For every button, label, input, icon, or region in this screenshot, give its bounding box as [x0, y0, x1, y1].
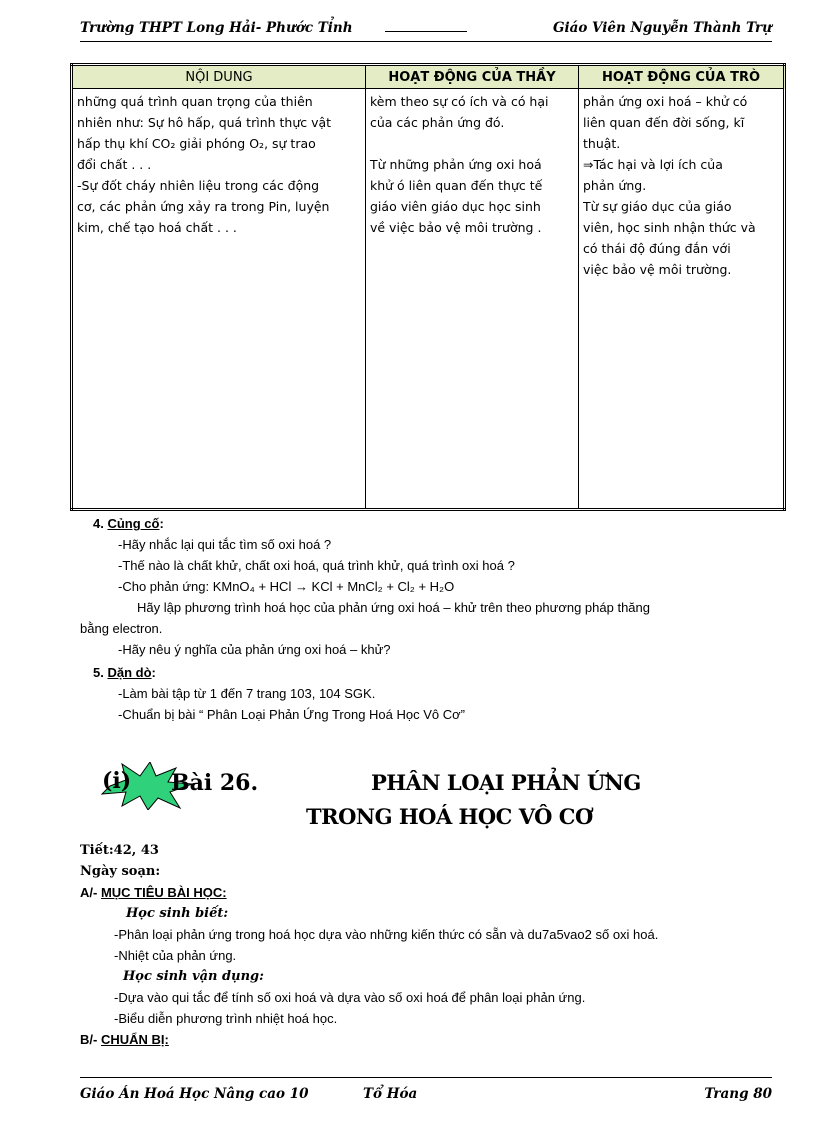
- hs-biet-label: Học sinh biết:: [126, 906, 229, 921]
- objective-item: -Dựa vào qui tắc để tính số oxi hoá và dựa vào số oxi hoá để phân loại phản ứng.: [114, 990, 586, 1005]
- teacher-name: Giáo Viên Nguyễn Thành Trự: [552, 20, 772, 36]
- ngay-soan-label: Ngày soạn:: [80, 864, 161, 879]
- section-a-heading: A/- MỤC TIÊU BÀI HỌC:: [80, 885, 227, 900]
- student-line: việc bảo vệ môi trường.: [583, 262, 732, 277]
- cung-co-heading: 4. Củng cố:: [93, 516, 164, 531]
- content-line: hấp thụ khí CO₂ giải phóng O₂, sự trao: [77, 136, 316, 151]
- dan-do-item: -Chuẩn bị bài “ Phân Loại Phản Ứng Trong Hoá Học Vô Cơ”: [118, 707, 465, 722]
- objective-item: -Nhiệt của phản ứng.: [114, 948, 237, 963]
- cung-co-paragraph: Hãy lập phương trình hoá học của phản ứng oxi hoá – khử trên theo phương pháp thăng: [137, 600, 650, 615]
- footer-page-number: Trang 80: [704, 1086, 772, 1102]
- col-header-teacher: HOẠT ĐỘNG CỦA THẦY: [366, 65, 579, 89]
- student-line: viên, học sinh nhận thức và: [583, 220, 756, 235]
- reaction-equation: -Cho phản ứng: KMnO₄ + HCl → KCl + MnCl₂ + Cl₂ + H₂O: [118, 579, 455, 594]
- lesson-title-line1: PHÂN LOẠI PHẢN ỨNG: [371, 770, 641, 795]
- teacher-line: Từ những phản ứng oxi hoá: [370, 157, 542, 172]
- cung-co-item: -Hãy nêu ý nghĩa của phản ứng oxi hoá – khử?: [118, 642, 391, 657]
- student-line: liên quan đến đời sống, kĩ: [583, 115, 745, 130]
- lesson-title-block: [96, 762, 676, 842]
- cung-co-item: -Hãy nhắc lại qui tắc tìm số oxi hoá ?: [118, 537, 332, 552]
- lesson-number: Bài 26.: [171, 770, 259, 796]
- teacher-cell: [366, 89, 579, 510]
- objective-item: -Biểu diễn phương trình nhiệt hoá học.: [114, 1011, 338, 1026]
- school-name: Trường THPT Long Hải- Phước Tỉnh: [80, 20, 353, 36]
- lesson-meta: [80, 840, 776, 882]
- teacher-line: của các phản ứng đó.: [370, 115, 505, 130]
- activity-table: [70, 63, 786, 511]
- section-b-heading: B/- CHUẨN BỊ:: [80, 1032, 169, 1047]
- dan-do-title: Dặn dò: [107, 665, 152, 680]
- col-header-student: HOẠT ĐỘNG CỦA TRÒ: [579, 65, 785, 89]
- header-divider: [80, 41, 772, 42]
- cung-co-item: -Thế nào là chất khử, chất oxi hoá, quá trình khử, quá trình oxi hoá ?: [118, 558, 515, 573]
- content-line: kim, chế tạo hoá chất . . .: [77, 220, 237, 235]
- page-header: [80, 20, 772, 40]
- cung-co-num: 4.: [93, 516, 104, 531]
- student-line: ⇒Tác hại và lợi ích của: [583, 157, 723, 172]
- section-a-title: MỤC TIÊU BÀI HỌC:: [100, 885, 227, 900]
- col-header-content: NỘI DUNG: [72, 65, 366, 89]
- dan-do-item: -Làm bài tập từ 1 đến 7 trang 103, 104 SGK.: [118, 686, 376, 701]
- content-line: -Sự đốt cháy nhiên liệu trong các động: [77, 178, 320, 193]
- student-line: thuật.: [583, 136, 621, 151]
- student-line: Từ sự giáo dục của giáo: [583, 199, 732, 214]
- content-line: nhiên như: Sự hô hấp, quá trình thực vật: [77, 115, 332, 130]
- dan-do-num: 5.: [93, 665, 104, 680]
- tiet-label: Tiết:42, 43: [80, 843, 159, 858]
- content-line: những quá trình quan trọng của thiên: [77, 94, 313, 109]
- cung-co-section: [80, 513, 776, 660]
- dan-do-section: [80, 662, 776, 725]
- lesson-title-line2: TRONG HOÁ HỌC VÔ CƠ: [306, 804, 593, 829]
- footer-course: Giáo Án Hoá Học Nâng cao 10: [80, 1086, 309, 1102]
- cung-co-title: Củng cố: [107, 516, 160, 531]
- content-cell: [72, 89, 366, 510]
- footer-divider: [80, 1077, 772, 1078]
- section-a: [80, 882, 776, 1050]
- student-line: phản ứng.: [583, 178, 647, 193]
- hs-vandung-label: Học sinh vận dụng:: [123, 969, 264, 984]
- header-rule: [385, 31, 467, 32]
- content-line: cơ, các phản ứng xảy ra trong Pin, luyện: [77, 199, 330, 214]
- cung-co-paragraph-cont: bằng electron.: [80, 621, 163, 636]
- page-footer: [80, 1086, 772, 1106]
- content-line: đổi chất . . .: [77, 157, 152, 172]
- student-line: phản ứng oxi hoá – khử có: [583, 94, 748, 109]
- lesson-roman-numeral: (i): [102, 768, 132, 794]
- teacher-line: giáo viên giáo dục học sinh: [370, 199, 541, 214]
- dan-do-heading: 5. Dặn dò:: [93, 665, 156, 680]
- section-b-title: CHUẨN BỊ:: [100, 1032, 169, 1047]
- teacher-line: kèm theo sự có ích và có hại: [370, 94, 549, 109]
- student-line: có thái độ đúng đắn với: [583, 241, 731, 256]
- teacher-line: về việc bảo vệ môi trường .: [370, 220, 542, 235]
- footer-department: Tổ Hóa: [363, 1086, 418, 1102]
- teacher-line: khử ó liên quan đến thực tế: [370, 178, 543, 193]
- objective-item: -Phân loại phản ứng trong hoá học dựa vào những kiến thức có sẵn và du7a5vao2 số oxi hoá.: [114, 927, 659, 942]
- student-cell: [579, 89, 785, 510]
